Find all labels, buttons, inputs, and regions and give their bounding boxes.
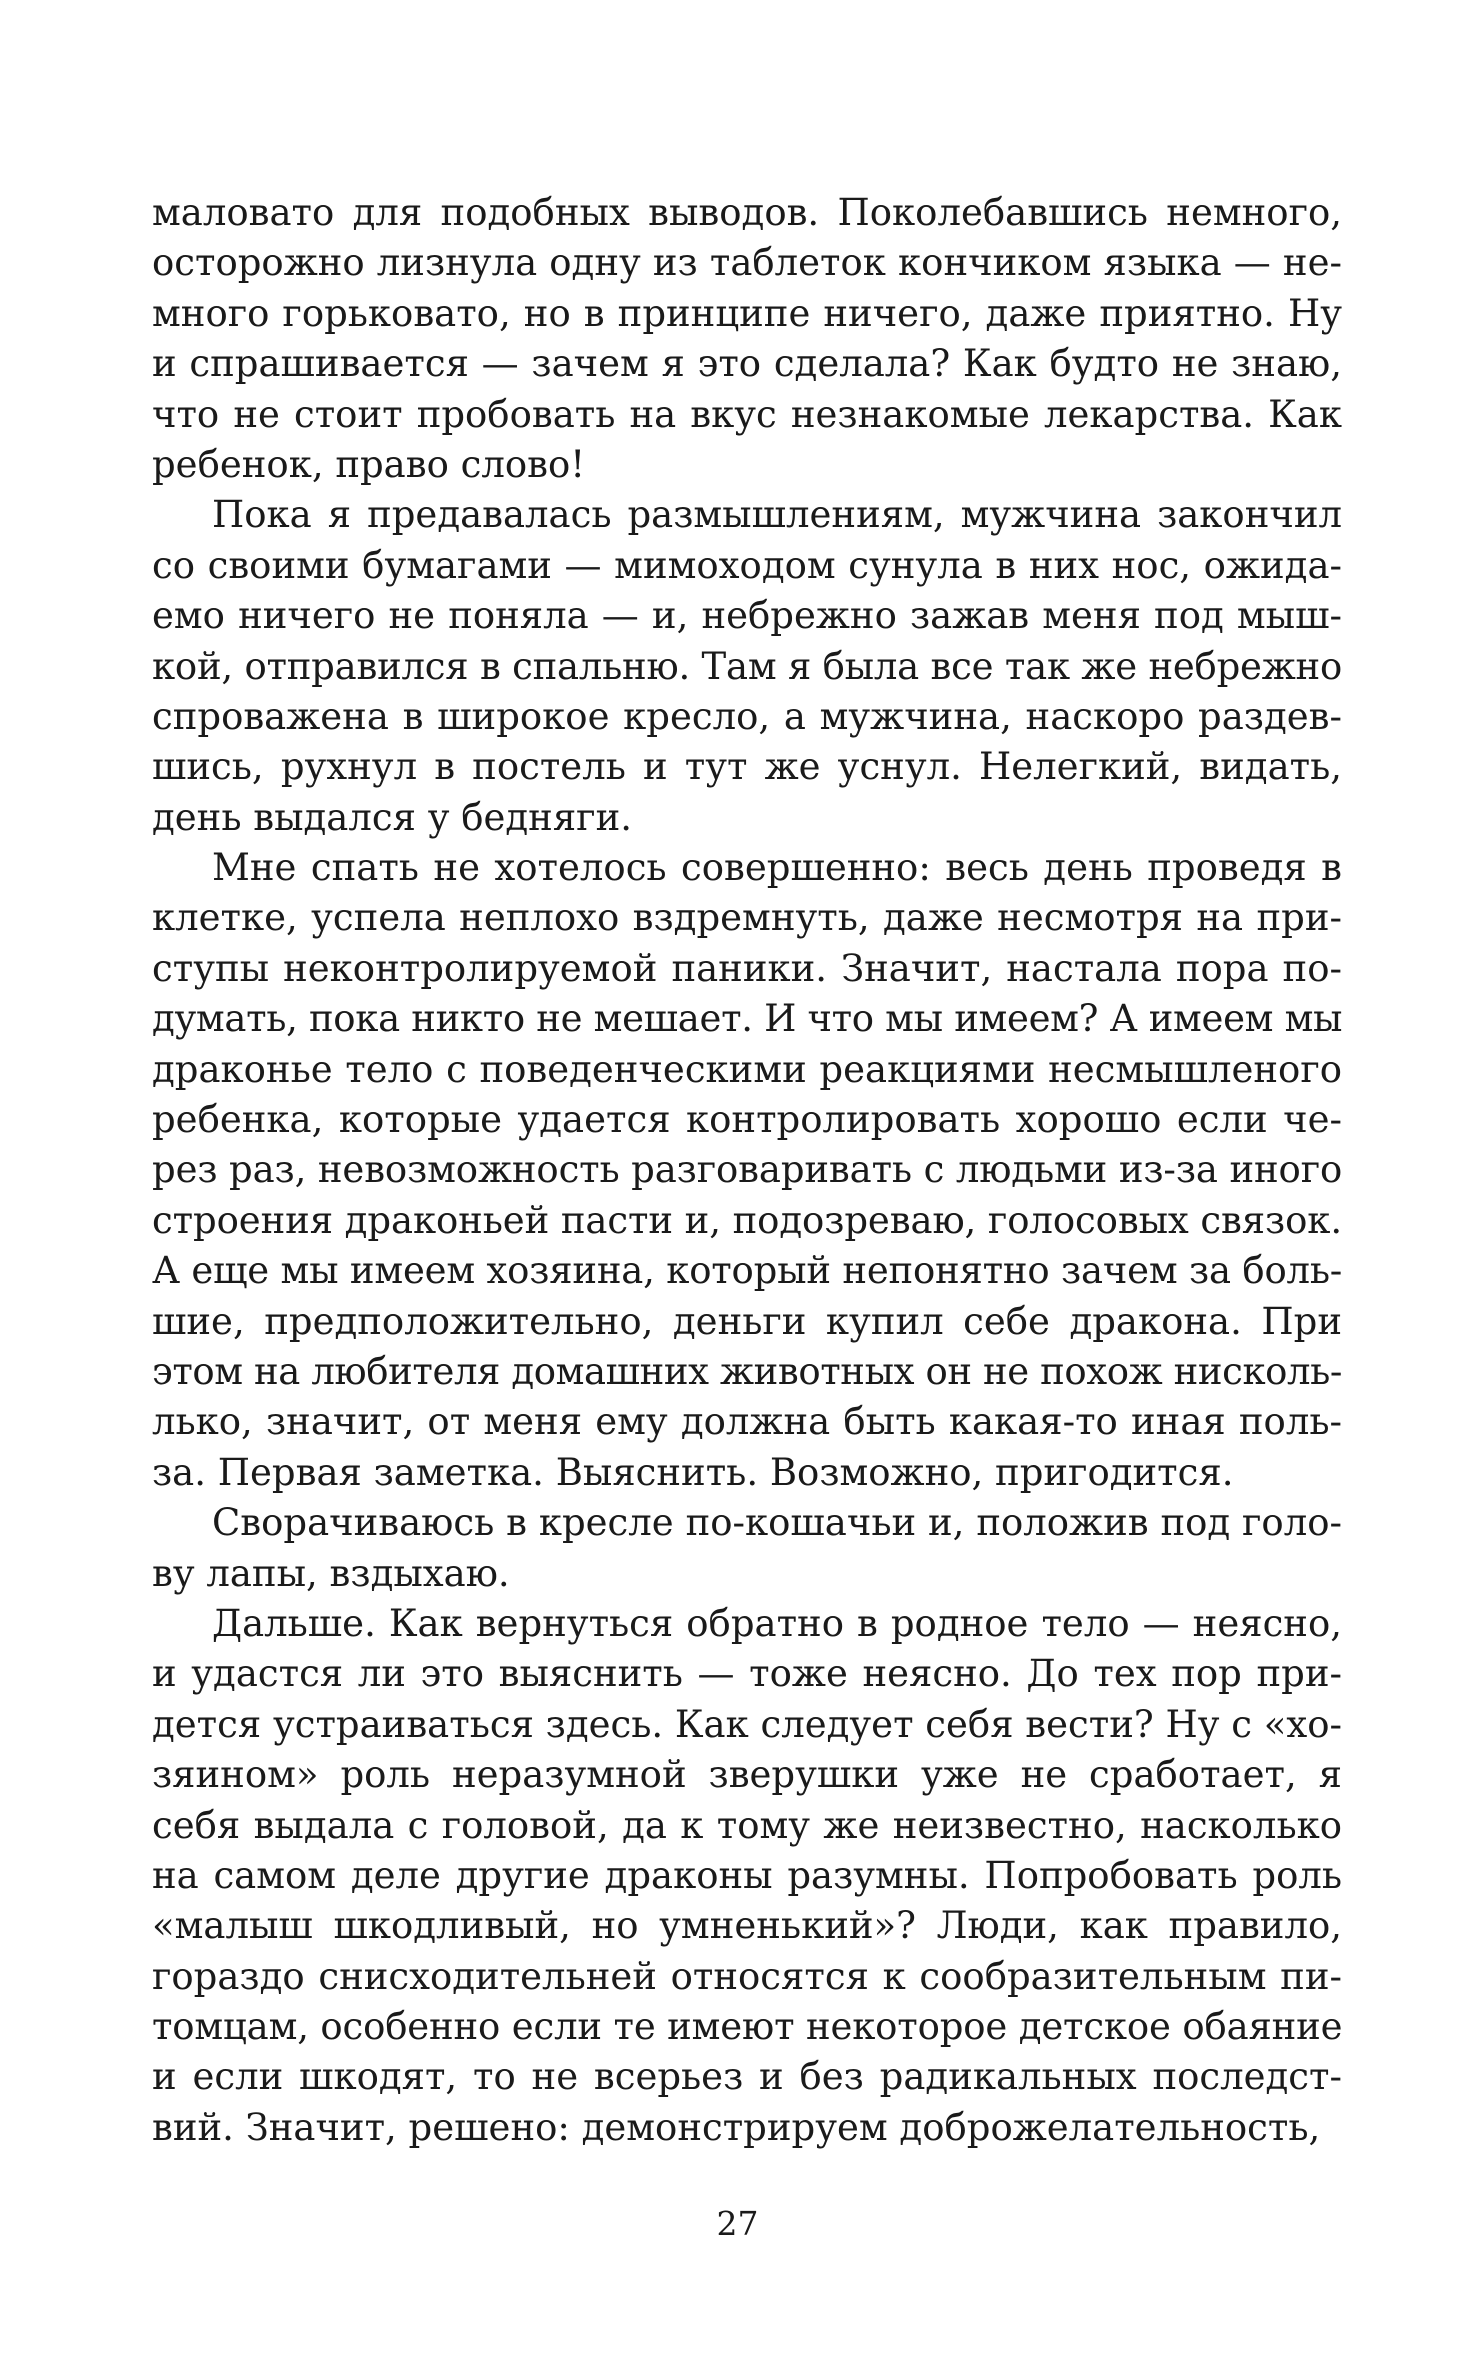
text-line: маловато для подобных выводов. Поколебавшись немного,	[152, 191, 1342, 234]
body-text	[152, 188, 1342, 2153]
page-number: 27	[716, 2204, 759, 2243]
text-line: томцам, особенно если те имеют некоторое детское обаяние	[152, 2005, 1343, 2049]
text-line: и если шкодят, то не всерьез и без радикальных последст-	[152, 2055, 1342, 2099]
text-line: гораздо снисходительней относятся к сообразительным пи-	[152, 1954, 1342, 1998]
paragraph	[152, 843, 1342, 1498]
text-line: строения драконьей пасти и, подозреваю, голосовых связок.	[152, 1198, 1342, 1242]
text-line: драконье тело с поведенческими реакциями несмышленого	[152, 1047, 1342, 1091]
text-line: Сворачиваюсь в кресле по-кошачьи и, положив под голо-	[212, 1501, 1342, 1545]
text-line: ребенок, право слово!	[152, 442, 586, 486]
text-line: шись, рухнул в постель и тут же уснул. Нелегкий, видать,	[152, 745, 1342, 789]
paragraph	[152, 1599, 1342, 2153]
paragraph	[152, 490, 1342, 843]
text-line: на самом деле другие драконы разумны. Попробовать роль	[152, 1853, 1342, 1897]
paragraph	[152, 188, 1342, 490]
text-line: Пока я предавалась размышлениям, мужчина закончил	[212, 493, 1342, 537]
text-line: рез раз, невозможность разговаривать с людьми из-за иного	[152, 1148, 1343, 1192]
text-line: А еще мы имеем хозяина, который непонятно зачем за боль-	[152, 1249, 1343, 1293]
text-line: этом на любителя домашних животных он не похож нисколь-	[152, 1349, 1342, 1393]
text-line: что не стоит пробовать на вкус незнакомые лекарства. Как	[152, 392, 1342, 436]
text-line: ребенка, которые удается контролировать хорошо если че-	[152, 1098, 1342, 1142]
text-line: вий. Значит, решено: демонстрируем доброжелательность,	[152, 2105, 1321, 2149]
text-line: со своими бумагами — мимоходом сунула в них нос, ожида-	[152, 543, 1342, 587]
text-line: думать, пока никто не мешает. И что мы имеем? А имеем мы	[152, 997, 1343, 1041]
text-line: «малыш шкодливый, но умненький»? Люди, как правило,	[152, 1904, 1342, 1948]
text-line: ву лапы, вздыхаю.	[152, 1551, 510, 1595]
text-line: дется устраиваться здесь. Как следует себя вести? Ну с «хо-	[152, 1702, 1343, 1746]
text-line: лько, значит, от меня ему должна быть какая-то иная поль-	[152, 1400, 1342, 1444]
text-line: за. Первая заметка. Выяснить. Возможно, пригодится.	[152, 1450, 1234, 1494]
text-line: Дальше. Как вернуться обратно в родное тело — неясно,	[212, 1601, 1342, 1645]
text-line: шие, предположительно, деньги купил себе дракона. При	[152, 1299, 1342, 1343]
text-line: много горьковато, но в принципе ничего, даже приятно. Ну	[152, 291, 1342, 335]
text-line: себя выдала с головой, да к тому же неизвестно, насколько	[152, 1803, 1342, 1847]
text-line: спроважена в широкое кресло, а мужчина, наскоро раздев-	[152, 694, 1342, 738]
text-line: емо ничего не поняла — и, небрежно зажав меня под мыш-	[152, 594, 1342, 638]
text-line: и удастся ли это выяснить — тоже неясно. До тех пор при-	[152, 1652, 1342, 1696]
paragraph	[152, 1498, 1342, 1599]
text-line: зяином» роль неразумной зверушки уже не сработает, я	[152, 1753, 1342, 1797]
text-line: кой, отправился в спальню. Там я была все так же небрежно	[152, 644, 1342, 688]
text-line: Мне спать не хотелось совершенно: весь день проведя в	[212, 846, 1342, 890]
text-line: и спрашивается — зачем я это сделала? Как будто не знаю,	[152, 342, 1342, 386]
text-line: ступы неконтролируемой паники. Значит, настала пора по-	[152, 946, 1342, 990]
text-line: осторожно лизнула одну из таблеток кончиком языка — не-	[152, 241, 1342, 285]
text-line: клетке, успела неплохо вздремнуть, даже несмотря на при-	[152, 896, 1342, 940]
text-line: день выдался у бедняги.	[152, 795, 632, 839]
